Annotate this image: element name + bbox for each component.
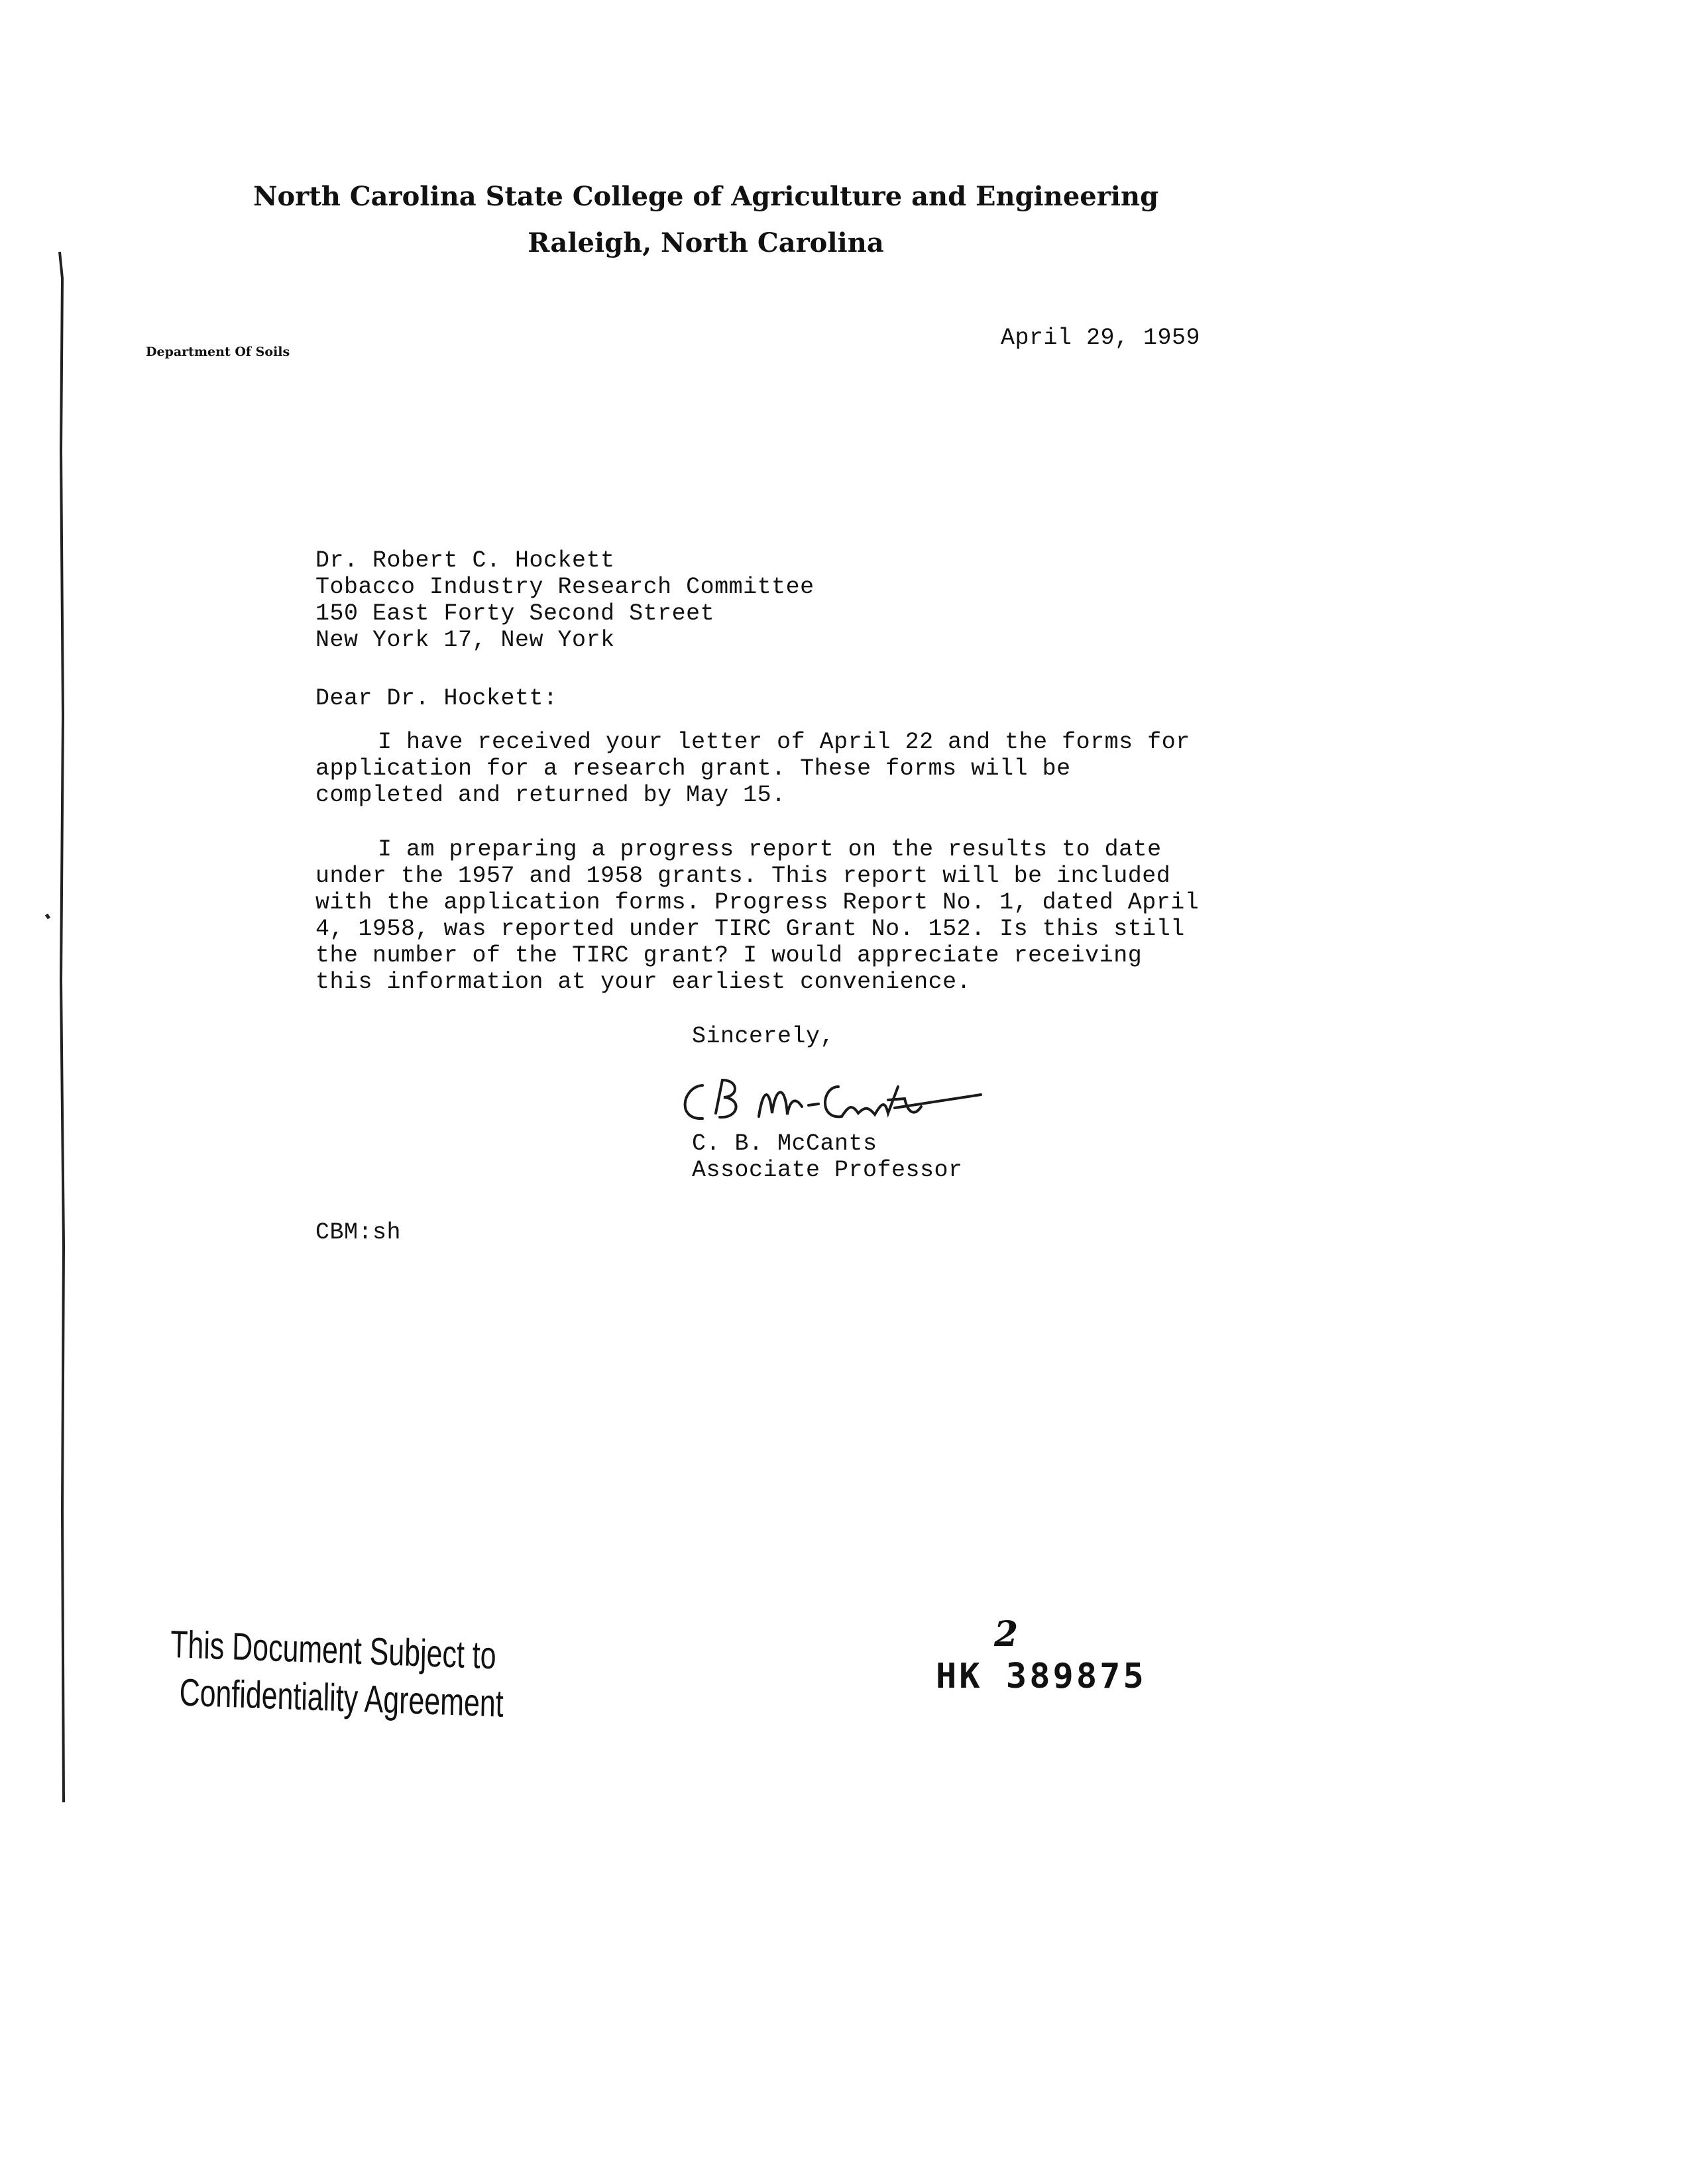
- letterhead-department: Department Of Soils: [146, 345, 290, 359]
- confidentiality-line-1: This Document Subject to: [170, 1622, 497, 1678]
- closing: Sincerely,: [692, 1023, 835, 1050]
- handwritten-signature: [676, 1067, 1007, 1133]
- recipient-name: Dr. Robert C. Hockett: [315, 547, 615, 574]
- letterhead-location: Raleigh, North Carolina: [528, 227, 884, 258]
- recipient-city: New York 17, New York: [315, 627, 615, 653]
- body-paragraph-2: I am preparing a progress report on the results to date under the 1957 and 1958 grants. This report will be included with the application forms. Progress Report No. 1, dated April 4, 1958, was reported under TIRC Grant No. 152. Is this still the number of the TIRC grant? I would appreciate receiving this information at your earliest convenience.: [315, 836, 1200, 995]
- confidentiality-line-2: Confidentiality Agreement: [179, 1670, 504, 1725]
- document-number: HK 389875: [936, 1657, 1147, 1696]
- recipient-organization: Tobacco Industry Research Committee: [315, 574, 815, 600]
- reference-initials: CBM:sh: [315, 1219, 402, 1246]
- binding-edge-marks: [40, 252, 80, 1802]
- letterhead-institution: North Carolina State College of Agriculture and Engineering: [253, 181, 1159, 212]
- recipient-street: 150 East Forty Second Street: [315, 600, 715, 627]
- handwritten-mark: [994, 1614, 1040, 1654]
- recipient-address: [315, 547, 1204, 653]
- confidentiality-stamp: [169, 1621, 505, 1728]
- body-paragraph-1: I have received your letter of April 22 and the forms for application for a research grant. These forms will be completed and returned by May 15.: [315, 729, 1190, 808]
- handwritten-mark-text: 2: [994, 1614, 1019, 1655]
- salutation: Dear Dr. Hockett:: [315, 685, 558, 712]
- letter-date: April 29, 1959: [1001, 325, 1201, 351]
- signer-name: C. B. McCants: [692, 1130, 877, 1157]
- signature-block: [692, 1130, 963, 1183]
- signer-title: Associate Professor: [692, 1157, 963, 1183]
